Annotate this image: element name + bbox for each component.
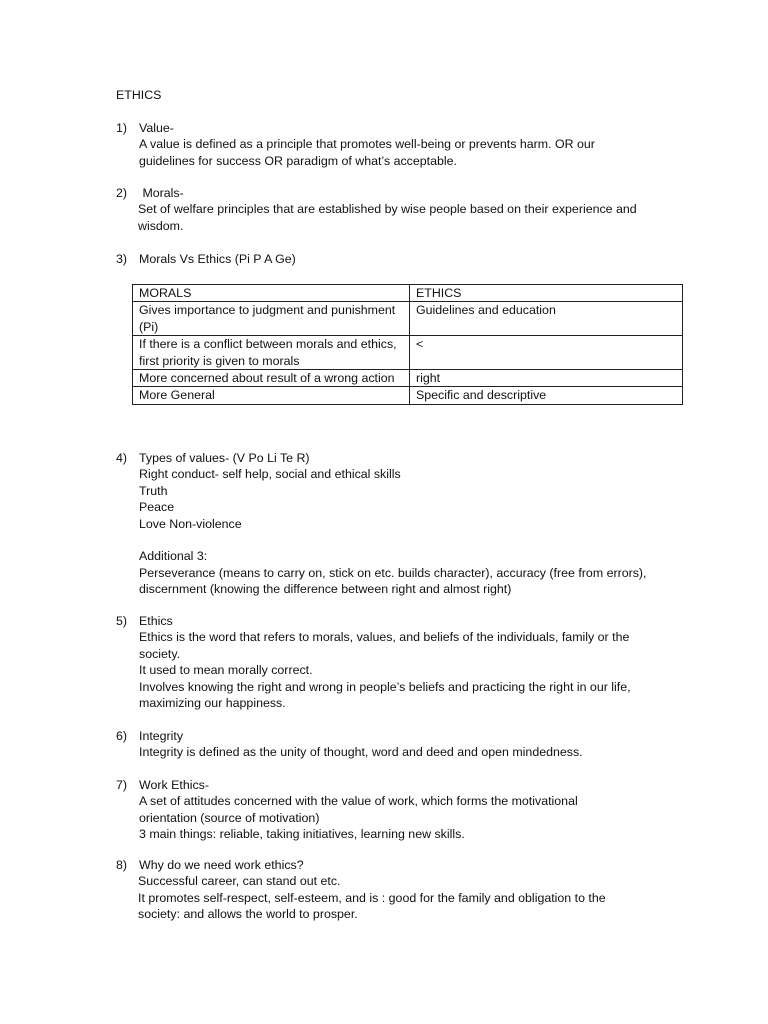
section-types-of-values (116, 450, 696, 598)
document-title: ETHICS (116, 88, 162, 102)
comparison-table (132, 284, 683, 405)
table-cell: More concerned about result of a wrong action (133, 370, 410, 387)
blank-line (139, 532, 696, 548)
section-integrity (116, 728, 696, 761)
section-number: 7) (116, 778, 128, 792)
table-row (133, 302, 683, 336)
section-heading: Value- (139, 121, 174, 135)
section-ethics (116, 613, 696, 711)
table-header-cell: ETHICS (410, 285, 683, 302)
section-why-work-ethics (116, 857, 696, 923)
body-line: Additional 3: (139, 549, 208, 564)
body-line: society: and allows the world to prosper. (138, 907, 358, 922)
section-heading: Morals- (139, 186, 184, 200)
body-line: 3 main things: reliable, taking initiatives, learning new skills. (139, 827, 465, 842)
section-morals (116, 185, 696, 234)
body-line: Truth (139, 483, 168, 498)
section-number: 6) (116, 729, 128, 743)
section-heading: Work Ethics- (139, 778, 209, 792)
table-row (133, 336, 683, 370)
section-morals-vs-ethics (116, 251, 696, 267)
section-heading: Ethics (139, 614, 173, 628)
table-row (133, 387, 683, 404)
table-cell: < (410, 336, 683, 370)
body-line: Successful career, can stand out etc. (138, 874, 341, 889)
body-line: society. (139, 646, 181, 661)
section-number: 8) (116, 858, 128, 872)
table-cell: Specific and descriptive (410, 387, 683, 404)
section-heading: Types of values- (V Po Li Te R) (139, 451, 310, 465)
body-line: guidelines for success OR paradigm of what’s acceptable. (139, 153, 457, 168)
table-header-row (133, 285, 683, 302)
body-line: Involves knowing the right and wrong in people’s beliefs and practicing the right in our life, (139, 679, 631, 694)
body-line: A set of attitudes concerned with the value of work, which forms the motivational (139, 794, 578, 809)
table-cell: Gives importance to judgment and punishment (Pi) (133, 302, 410, 336)
section-heading: Why do we need work ethics? (139, 858, 304, 872)
body-line: Peace (139, 500, 175, 515)
table-cell: Guidelines and education (410, 302, 683, 336)
body-line: wisdom. (138, 218, 184, 233)
body-line: Perseverance (means to carry on, stick on etc. builds character), accuracy (free from errors), (139, 565, 647, 580)
table-cell: More General (133, 387, 410, 404)
section-work-ethics (116, 777, 696, 843)
section-number: 5) (116, 614, 128, 628)
section-number: 1) (116, 121, 128, 135)
table-row (133, 370, 683, 387)
body-line: Set of welfare principles that are established by wise people based on their experience and (138, 202, 637, 217)
table-header-cell: MORALS (133, 285, 410, 302)
body-line: maximizing our happiness. (139, 696, 286, 711)
body-line: Integrity is defined as the unity of thought, word and deed and open mindedness. (139, 745, 583, 760)
section-number: 4) (116, 451, 128, 465)
table-cell: right (410, 370, 683, 387)
body-line: orientation (source of motivation) (139, 810, 320, 825)
section-number: 2) (116, 186, 128, 200)
body-line: Love Non-violence (139, 516, 242, 531)
body-line: It used to mean morally correct. (139, 663, 313, 678)
body-line: Ethics is the word that refers to morals, values, and beliefs of the individuals, family or the (139, 630, 630, 645)
body-line: A value is defined as a principle that promotes well-being or prevents harm. OR our (139, 137, 595, 152)
section-value (116, 120, 696, 169)
section-heading: Integrity (139, 729, 184, 743)
section-heading: Morals Vs Ethics (Pi P A Ge) (139, 252, 296, 266)
body-line: discernment (knowing the difference between right and almost right) (139, 582, 512, 597)
body-line: Right conduct- self help, social and ethical skills (139, 467, 401, 482)
section-number: 3) (116, 252, 128, 266)
table-cell: If there is a conflict between morals and ethics, first priority is given to morals (133, 336, 410, 370)
body-line: It promotes self-respect, self-esteem, and is : good for the family and obligation to the (138, 890, 606, 905)
